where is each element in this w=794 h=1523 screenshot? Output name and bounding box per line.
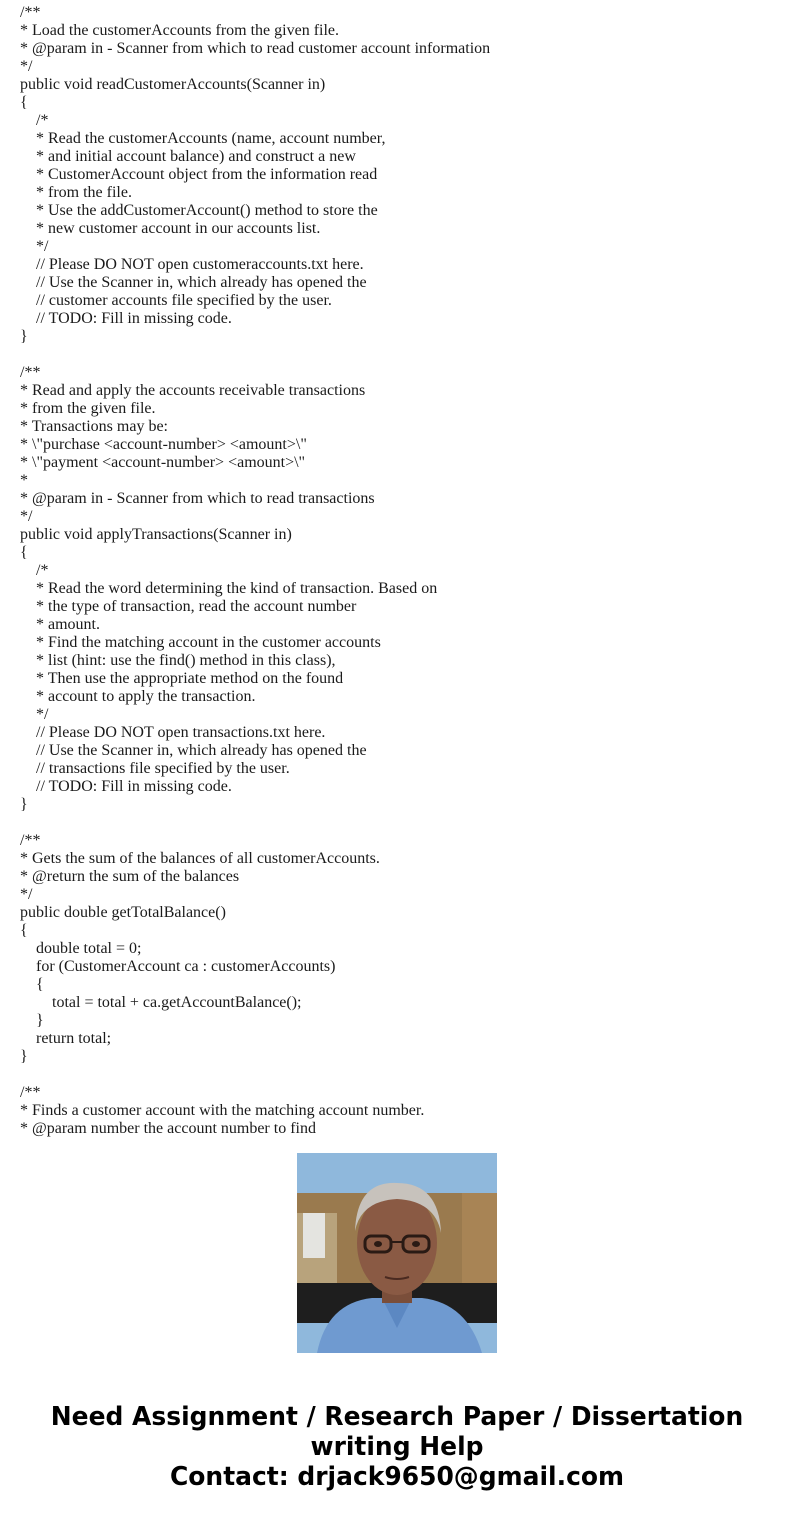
code-line: /** <box>20 4 41 21</box>
code-line <box>20 346 780 364</box>
code-line: // customer accounts file specified by the user. <box>36 292 332 309</box>
code-line: * \"purchase <account-number> <amount>\" <box>20 436 307 453</box>
promo-banner <box>16 1402 778 1492</box>
code-line: * account to apply the transaction. <box>36 688 256 705</box>
code-line: /** <box>20 364 41 381</box>
code-line: */ <box>20 508 33 525</box>
code-line: // Please DO NOT open transactions.txt here. <box>36 724 326 741</box>
code-line: * Transactions may be: <box>20 418 168 435</box>
code-line: * Then use the appropriate method on the found <box>36 670 344 687</box>
code-line: public void applyTransactions(Scanner in) <box>20 526 292 543</box>
code-line: // TODO: Fill in missing code. <box>36 778 232 795</box>
code-line: // transactions file specified by the user. <box>36 760 290 777</box>
code-line <box>20 814 780 832</box>
code-line: // Use the Scanner in, which already has opened the <box>36 274 367 291</box>
code-line: /** <box>20 832 41 849</box>
code-line: { <box>20 94 28 111</box>
code-line: * amount. <box>36 616 100 633</box>
code-line: public void readCustomerAccounts(Scanner in) <box>20 76 326 93</box>
code-line: */ <box>20 886 33 903</box>
code-line: * Read the word determining the kind of transaction. Based on <box>36 580 438 597</box>
code-line: // Please DO NOT open customeraccounts.txt here. <box>36 256 364 273</box>
code-line: for (CustomerAccount ca : customerAccounts) <box>36 958 336 975</box>
code-listing <box>20 4 780 1137</box>
code-line: { <box>36 976 44 993</box>
code-line: * Load the customerAccounts from the given file. <box>20 22 340 39</box>
code-line: } <box>20 1048 28 1065</box>
code-line: return total; <box>36 1030 112 1047</box>
code-line: * Gets the sum of the balances of all customerAccounts. <box>20 850 380 867</box>
code-line: * @param in - Scanner from which to read customer account information <box>20 40 491 57</box>
code-line <box>20 1066 780 1084</box>
code-line: * Use the addCustomerAccount() method to store the <box>36 202 378 219</box>
code-line: // TODO: Fill in missing code. <box>36 310 232 327</box>
author-portrait <box>297 1153 497 1353</box>
code-line: * the type of transaction, read the account number <box>36 598 357 615</box>
code-line: * @param in - Scanner from which to read transactions <box>20 490 375 507</box>
code-line: /* <box>36 562 49 579</box>
code-line: * list (hint: use the find() method in this class), <box>36 652 336 669</box>
code-line: } <box>20 796 28 813</box>
code-line: * Finds a customer account with the matching account number. <box>20 1102 425 1119</box>
code-line: double total = 0; <box>36 940 142 957</box>
portrait-image <box>297 1153 497 1353</box>
code-line: * Read the customerAccounts (name, account number, <box>36 130 386 147</box>
code-line: total = total + ca.getAccountBalance(); <box>52 994 302 1011</box>
code-line: } <box>36 1012 44 1029</box>
code-line: * and initial account balance) and construct a new <box>36 148 356 165</box>
code-line: * new customer account in our accounts list. <box>36 220 321 237</box>
code-line: { <box>20 922 28 939</box>
code-line: * \"payment <account-number> <amount>\" <box>20 454 306 471</box>
promo-subheadline: writing Help <box>310 1432 484 1462</box>
code-line: * from the file. <box>36 184 132 201</box>
promo-contact: Contact: drjack9650@gmail.com <box>169 1462 625 1492</box>
code-line: /** <box>20 1084 41 1101</box>
code-line: * @return the sum of the balances <box>20 868 240 885</box>
code-line: // Use the Scanner in, which already has opened the <box>36 742 367 759</box>
code-line: * Read and apply the accounts receivable transactions <box>20 382 366 399</box>
code-line: * <box>20 472 28 489</box>
code-line: { <box>20 544 28 561</box>
code-line: */ <box>20 58 33 75</box>
code-line: } <box>20 328 28 345</box>
code-line: /* <box>36 112 49 129</box>
code-line: * Find the matching account in the customer accounts <box>36 634 381 651</box>
code-line: public double getTotalBalance() <box>20 904 226 921</box>
promo-headline: Need Assignment / Research Paper / Dissertation <box>50 1402 744 1432</box>
code-line: */ <box>36 238 49 255</box>
code-line: * CustomerAccount object from the information read <box>36 166 378 183</box>
code-line: */ <box>36 706 49 723</box>
code-line: * from the given file. <box>20 400 156 417</box>
code-line: * @param number the account number to find <box>20 1120 316 1137</box>
